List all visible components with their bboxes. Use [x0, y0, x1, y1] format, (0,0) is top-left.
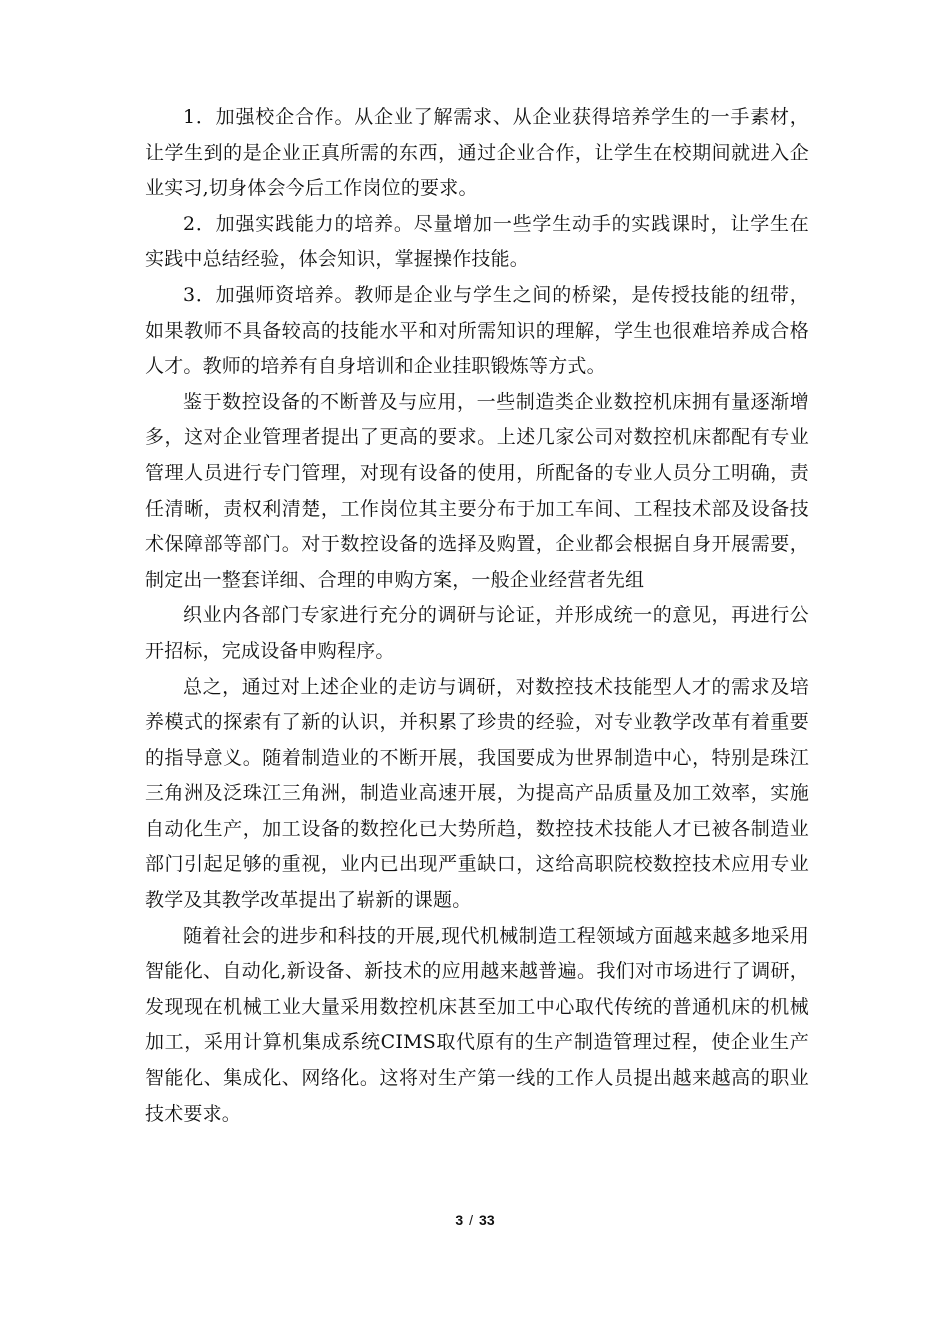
paragraph-summary: 总之，通过对上述企业的走访与调研，对数控技术技能型人才的需求及培养模式的探索有了新的认识，并积累了珍贵的经验，对专业教学改革有着重要的指导意义。随着制造业的不断开展，我国要成为世界制造中心，特别是珠江三角洲及泛珠江三角洲，制造业高速开展，为提高产品质量及加工效率，实施自动化生产，加工设备的数控化已大势所趋，数控技术技能人才已被各制造业部门引起足够的重视，业内已出现严重缺口，这给高职院校数控技术应用专业教学及其教学改革提出了崭新的课题。 [145, 675, 809, 912]
total-page-count: 33 [479, 1212, 495, 1228]
page-separator: / [469, 1212, 474, 1228]
current-page-number: 3 [455, 1212, 464, 1228]
paragraph-cnc-equipment-management: 鉴于数控设备的不断普及与应用，一些制造类企业数控机床拥有量逐渐增多，这对企业管理者提出了更高的要求。上述几家公司对数控机床都配有专业管理人员进行专门管理，对现有设备的使用，所配备的专业人员分工明确，责任清晰，责权利清楚，工作岗位其主要分布于加工车间、工程技术部及设备技术保障部等部门。对于数控设备的选择及购置，企业都会根据自身开展需要，制定出一整套详细、合理的申购方案，一般企业经营者先组 [145, 390, 809, 591]
paragraph-practice-ability: 2．加强实践能力的培养。尽量增加一些学生动手的实践课时，让学生在实践中总结经验，体会知识，掌握操作技能。 [145, 212, 809, 271]
page-number [0, 1212, 950, 1228]
paragraph-procurement-process: 织业内各部门专家进行充分的调研与论证，并形成统一的意见，再进行公开招标，完成设备申购程序。 [145, 604, 809, 662]
paragraph-industry-development: 随着社会的进步和科技的开展,现代机械制造工程领域方面越来越多地采用智能化、自动化,新设备、新技术的应用越来越普遍。我们对市场进行了调研，发现现在机械工业大量采用数控机床甚至加工中心取代传统的普通机床的机械加工，采用计算机集成系统CIMS取代原有的生产制造管理过程，使企业生产智能化、集成化、网络化。这将对生产第一线的工作人员提出越来越高的职业技术要求。 [145, 924, 809, 1125]
page-body [145, 100, 809, 1132]
paragraph-school-enterprise-cooperation: 1．加强校企合作。从企业了解需求、从企业获得培养学生的一手素材，让学生到的是企业正真所需的东西，通过企业合作，让学生在校期间就进入企业实习,切身体会今后工作岗位的要求。 [145, 106, 809, 200]
paragraph-teacher-training: 3．加强师资培养。教师是企业与学生之间的桥梁，是传授技能的纽带，如果教师不具备较高的技能水平和对所需知识的理解，学生也很难培养成合格人才。教师的培养有自身培训和企业挂职锻炼等方式。 [145, 283, 809, 378]
